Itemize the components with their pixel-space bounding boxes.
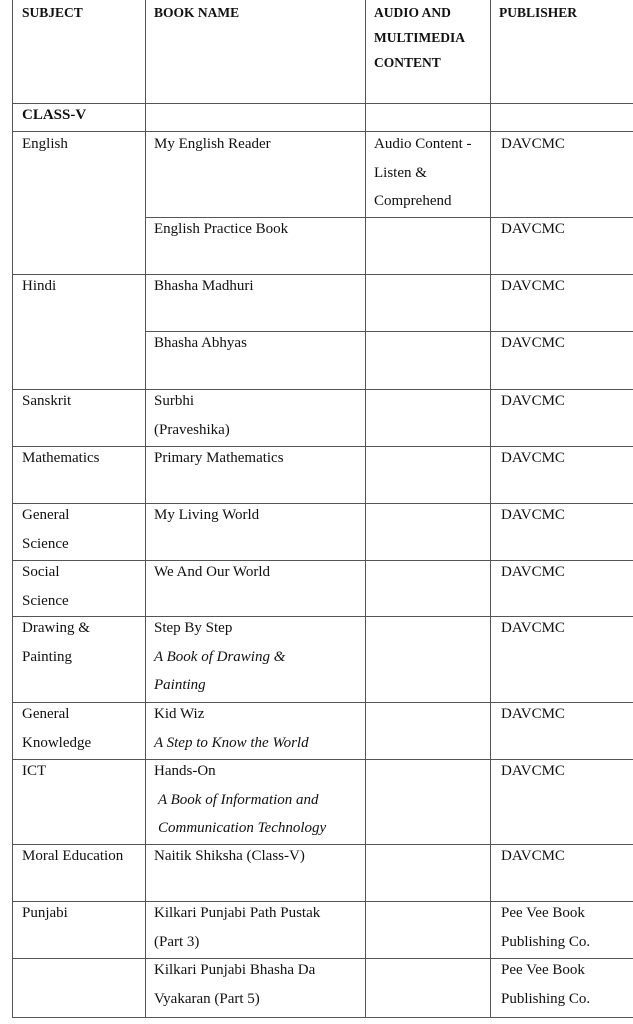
book-name-cell: Vyakaran (Part 5) — [154, 990, 260, 1007]
subject-cell: Painting — [22, 648, 73, 665]
book-name-cell: Kilkari Punjabi Bhasha Da — [154, 962, 316, 978]
header-subject: SUBJECT — [22, 5, 83, 20]
subject-cell: Moral Education — [22, 848, 124, 864]
publisher-cell: DAVCMC — [501, 706, 565, 722]
row-border — [12, 1017, 633, 1018]
subject-cell: Science — [22, 592, 69, 609]
publisher-cell: DAVCMC — [501, 564, 565, 580]
row-border — [12, 103, 633, 104]
subject-cell: General — [22, 507, 70, 523]
subject-cell: English — [22, 136, 68, 152]
book-name-cell: Bhasha Madhuri — [154, 278, 254, 294]
book-subtitle-cell: A Book of Information and — [158, 791, 319, 808]
header-book-name: BOOK NAME — [154, 5, 240, 20]
subject-cell: Hindi — [22, 278, 57, 294]
column-border — [365, 0, 366, 1017]
publisher-cell: DAVCMC — [501, 136, 565, 152]
book-subtitle-cell: A Step to Know the World — [154, 734, 309, 751]
book-name-cell: (Praveshika) — [154, 421, 230, 438]
book-subtitle-cell: Communication Technology — [158, 820, 327, 836]
column-border — [145, 0, 146, 1017]
publisher-cell: DAVCMC — [501, 620, 565, 636]
book-name-cell: Bhasha Abhyas — [154, 335, 247, 351]
audio-content-cell: Comprehend — [374, 193, 452, 209]
header-audio-line-3: CONTENT — [374, 55, 441, 70]
audio-content-cell: Audio Content - — [374, 136, 472, 152]
column-border — [490, 0, 491, 1017]
subject-cell: Sanskrit — [22, 393, 72, 409]
publisher-cell: DAVCMC — [501, 221, 565, 237]
publisher-cell: DAVCMC — [501, 335, 565, 351]
publisher-cell: DAVCMC — [501, 450, 565, 466]
book-name-cell: We And Our World — [154, 564, 271, 580]
subject-cell: Mathematics — [22, 450, 100, 466]
subject-cell: Knowledge — [22, 734, 92, 751]
book-name-cell: My English Reader — [154, 136, 271, 152]
publisher-cell: DAVCMC — [501, 848, 565, 864]
subject-cell: Science — [22, 535, 69, 552]
publisher-cell: Publishing Co. — [501, 933, 591, 950]
book-name-cell: Primary Mathematics — [154, 450, 284, 466]
publisher-cell: Pee Vee Book — [501, 962, 585, 978]
subject-cell: Social — [22, 564, 60, 580]
column-border — [12, 0, 13, 1017]
publisher-cell: DAVCMC — [501, 278, 565, 294]
book-name-cell: Surbhi — [154, 393, 195, 409]
book-name-cell: Kid Wiz — [154, 706, 205, 722]
book-name-cell: Naitik Shiksha (Class-V) — [154, 848, 305, 864]
subject-cell: General — [22, 706, 70, 722]
audio-content-cell: Listen & — [374, 164, 427, 181]
book-name-cell: English Practice Book — [154, 221, 289, 237]
book-subtitle-cell: A Book of Drawing & — [154, 648, 286, 665]
publisher-cell: DAVCMC — [501, 507, 565, 523]
header-audio-line-1: AUDIO AND — [374, 5, 451, 20]
subject-cell: Drawing & — [22, 620, 90, 636]
header-audio-line-2: MULTIMEDIA — [374, 30, 466, 45]
book-name-cell: (Part 3) — [154, 933, 200, 950]
publisher-cell: Pee Vee Book — [501, 905, 585, 921]
publisher-cell: DAVCMC — [501, 393, 565, 409]
book-name-cell: Step By Step — [154, 620, 233, 636]
book-subtitle-cell: Painting — [154, 677, 206, 693]
subject-cell: ICT — [22, 763, 47, 779]
class-label: CLASS-V — [22, 107, 87, 123]
book-name-cell: Hands-On — [154, 763, 216, 779]
book-list-table — [12, 0, 633, 1024]
book-name-cell: My Living World — [154, 507, 260, 523]
publisher-cell: Publishing Co. — [501, 990, 591, 1007]
header-publisher: PUBLISHER — [499, 5, 578, 20]
publisher-cell: DAVCMC — [501, 763, 565, 779]
book-name-cell: Kilkari Punjabi Path Pustak — [154, 905, 321, 921]
subject-cell: Punjabi — [22, 905, 68, 921]
